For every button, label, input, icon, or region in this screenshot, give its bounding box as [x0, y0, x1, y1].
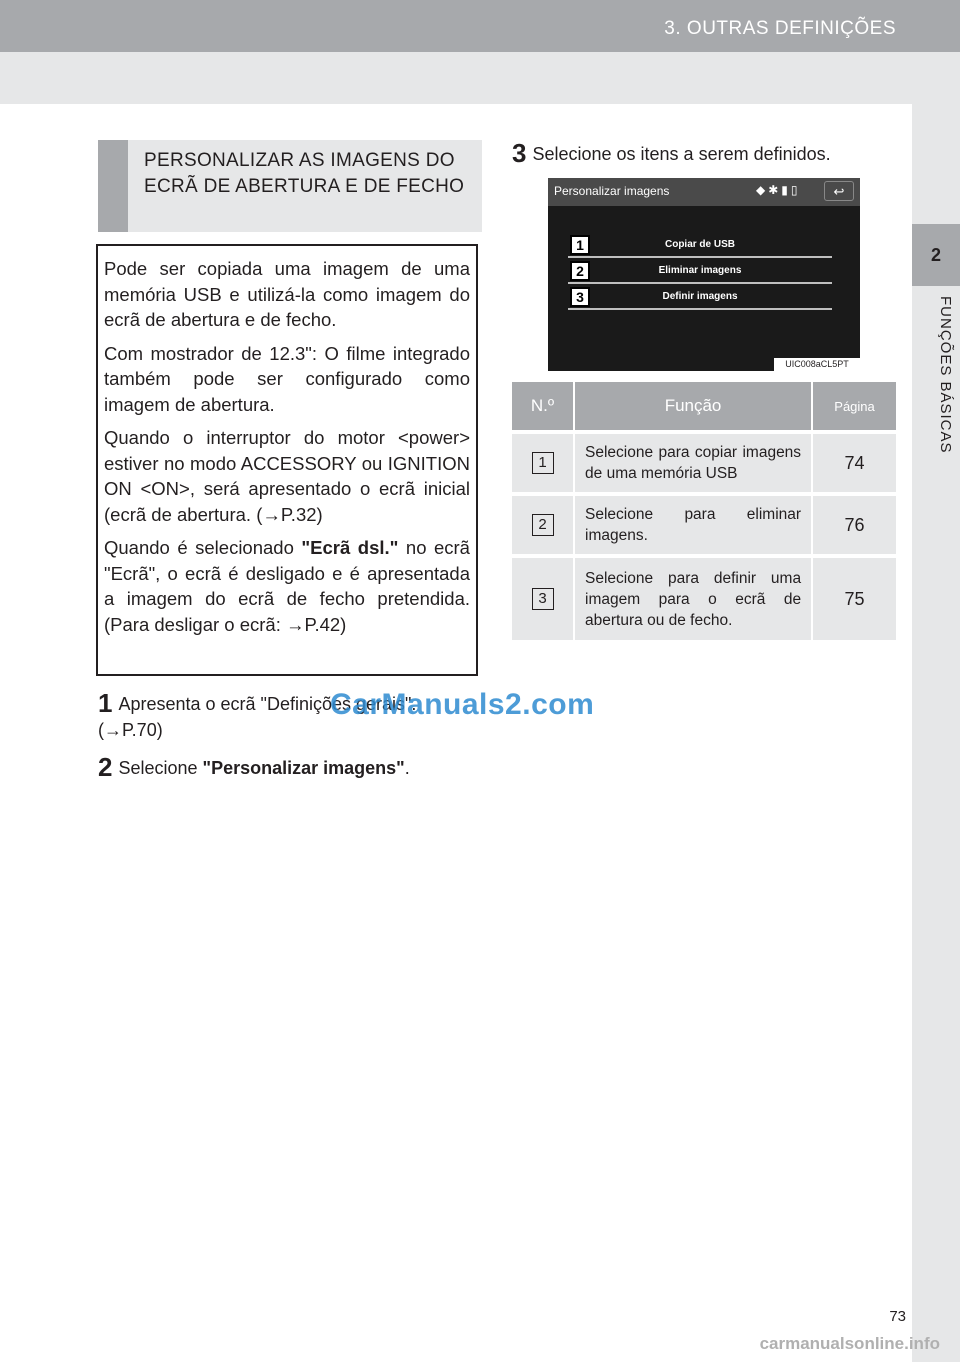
row-num-cell	[512, 492, 575, 554]
status-icons	[756, 183, 801, 197]
bluetooth-icon: ✱	[768, 183, 782, 197]
step-number: 3	[512, 138, 527, 168]
info-text: no ecrã "Ecrã", o ecrã é desligado e é apresentada a imagem do ecrã de fecho pretendida. (Para desligar o ecrã: →P.42)	[104, 537, 470, 635]
row-func: Selecione para copiar imagens de uma memória USB	[575, 430, 813, 492]
header-num: N.º	[512, 382, 575, 430]
step-text-bold: "Personalizar imagens"	[202, 758, 405, 778]
header-page: Página	[813, 382, 896, 430]
watermark: CarManuals2.com	[330, 688, 595, 721]
step-text: .	[404, 758, 410, 778]
info-text-bold: "Ecrã dsl."	[301, 537, 399, 558]
header-band	[0, 52, 960, 104]
table-row	[512, 554, 896, 640]
row-number-badge: 3	[532, 588, 554, 610]
info-paragraph: Com mostrador de 12.3": O filme integrado também pode ser configurado como imagem de abertura.	[104, 342, 470, 415]
section-title: PERSONALIZAR AS IMAGENS DO ECRÃ DE ABERTURA E DE FECHO	[144, 150, 465, 197]
info-paragraph: Quando o interruptor do motor <power> estiver no modo ACCESSORY ou IGNITION ON <ON>, será apresentado o ecrã inicial (ecrã de abertura. (→P.32)	[104, 427, 470, 525]
image-code: UIC008aCL5PT	[774, 358, 860, 371]
table-row	[512, 430, 896, 492]
table-header-row	[512, 382, 896, 430]
header-func: Função	[575, 382, 813, 430]
section-heading	[98, 140, 482, 232]
footer-url: carmanualsonline.info	[759, 1334, 940, 1353]
row-page: 75	[813, 554, 896, 640]
side-tab-number: 2	[912, 224, 960, 286]
screen-image	[548, 178, 860, 371]
info-paragraph	[104, 535, 470, 637]
step-3	[512, 140, 902, 167]
row-page: 76	[813, 492, 896, 554]
callout-badge: 2	[570, 261, 590, 281]
row-func: Selecione para definir uma imagem para o ecrã de abertura ou de fecho.	[575, 554, 813, 640]
chapter-title: 3. OUTRAS DEFINIÇÕES	[664, 18, 896, 39]
screen-menu-item[interactable]: Definir imagens	[568, 286, 832, 310]
step-2	[98, 754, 482, 781]
header-bar	[0, 0, 960, 52]
battery-icon: ▯	[790, 183, 801, 197]
wifi-icon: ◆	[756, 183, 769, 197]
row-number-badge: 1	[532, 452, 554, 474]
info-text: Quando é selecionado	[104, 537, 302, 558]
callout-badge: 1	[570, 235, 590, 255]
step-text: Selecione os itens a serem definidos.	[532, 144, 831, 164]
table-row	[512, 492, 896, 554]
row-num-cell	[512, 554, 575, 640]
side-tab	[912, 104, 960, 1362]
step-number: 2	[98, 752, 113, 782]
page-number: 73	[889, 1308, 906, 1325]
row-func: Selecione para eliminar imagens.	[575, 492, 813, 554]
side-tab-label: FUNÇÕES BÁSICAS	[937, 296, 954, 454]
signal-icon: ▮	[781, 183, 791, 197]
callout-badge: 3	[570, 287, 590, 307]
step-text: Selecione	[118, 758, 203, 778]
screen-title: Personalizar imagens	[554, 184, 670, 198]
screen-menu-item[interactable]: Eliminar imagens	[568, 260, 832, 284]
info-box	[96, 244, 478, 676]
row-page: 74	[813, 430, 896, 492]
step-number: 1	[98, 688, 113, 718]
screen-menu-item[interactable]: Copiar de USB	[568, 234, 832, 258]
function-table	[512, 382, 896, 640]
row-number-badge: 2	[532, 514, 554, 536]
row-num-cell	[512, 430, 575, 492]
section-heading-bar	[98, 140, 128, 232]
info-paragraph: Pode ser copiada uma imagem de uma memória USB e utilizá-la como imagem do ecrã de abertura e de fecho.	[104, 258, 470, 330]
screen-title-bar	[548, 178, 860, 206]
step-text: Apresenta o ecrã "Definições gerais". (→P.70)	[98, 694, 417, 740]
back-button[interactable]: ↩	[824, 181, 854, 201]
